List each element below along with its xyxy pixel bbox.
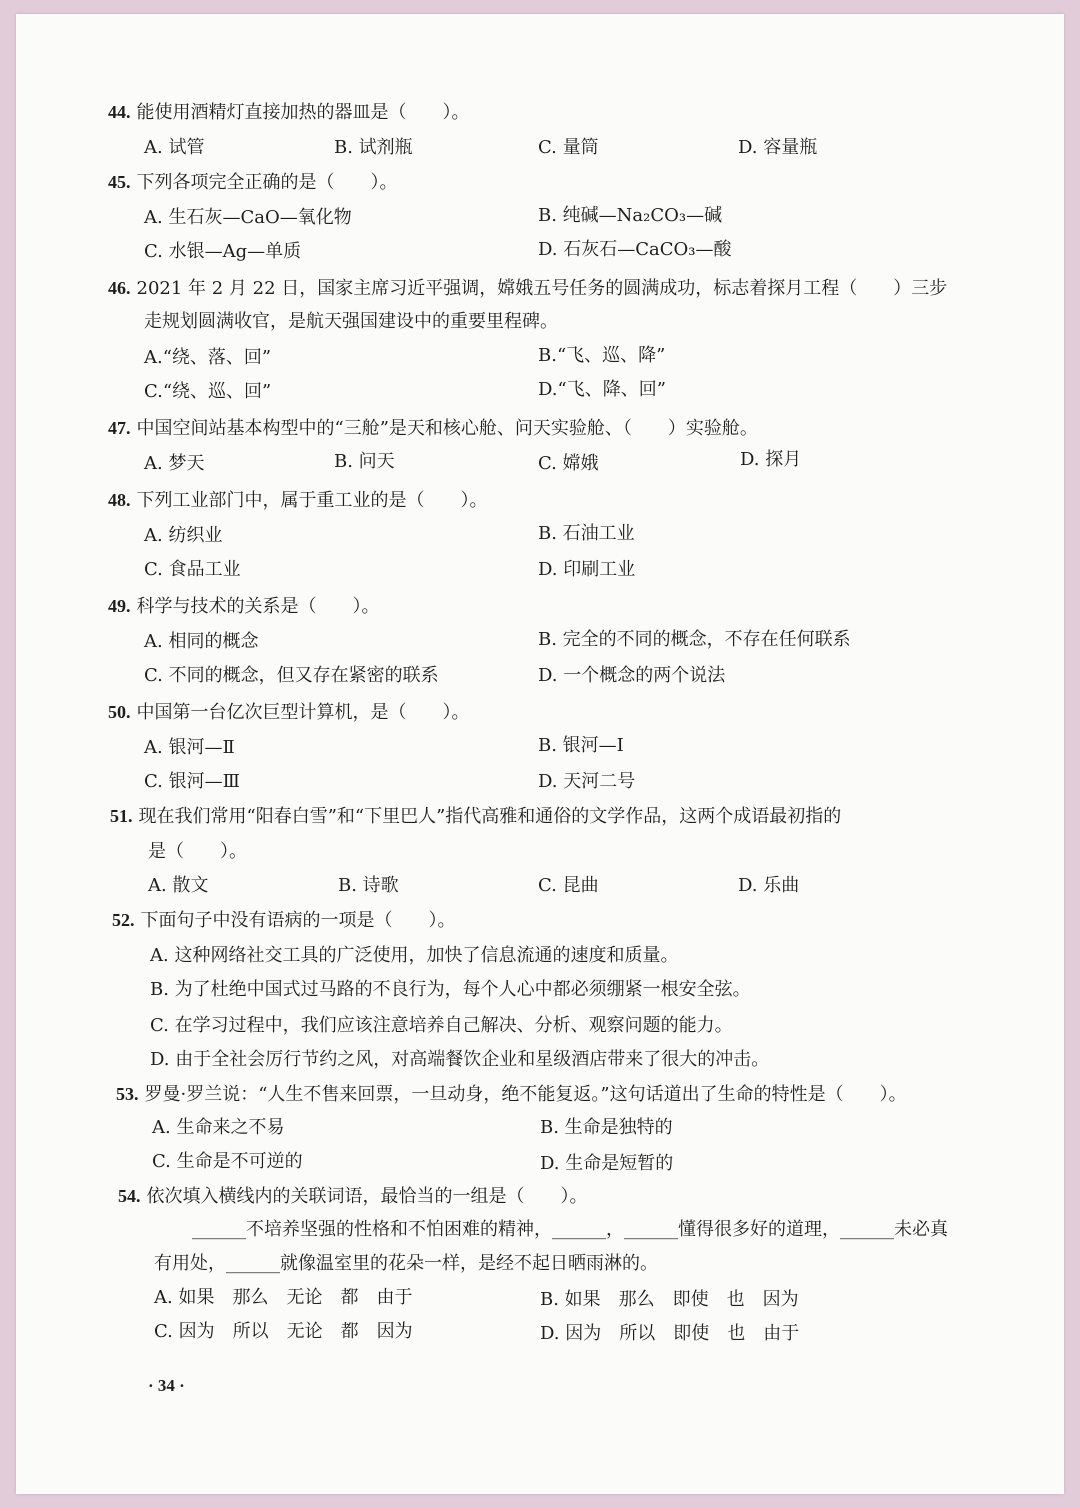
question-number: 53.	[116, 1084, 139, 1104]
option-c: C. 银河—Ⅲ	[144, 771, 240, 792]
option-b: B. 试剂瓶	[334, 137, 413, 158]
question-stem-cont: 走规划圆满收官，是航天强国建设中的重要里程碑。	[144, 311, 558, 332]
question-51	[110, 804, 841, 829]
option-a: A. 相同的概念	[144, 631, 259, 652]
question-stem-cont: 是（ ）。	[148, 841, 247, 862]
option-b: B. 问天	[334, 451, 395, 472]
question-stem-cont: 有用处，______就像温室里的花朵一样，是经不起日晒雨淋的。	[154, 1253, 658, 1274]
option-c: C. 在学习过程中，我们应该注意培养自己解决、分析、观察问题的能力。	[150, 1015, 733, 1036]
option-d: D.“飞、降、回”	[538, 379, 666, 400]
question-53	[116, 1082, 907, 1107]
option-b: B. 为了杜绝中国式过马路的不良行为，每个人心中都必须绷紧一根安全弦。	[150, 979, 751, 1000]
question-stem: 下列各项完全正确的是（ ）。	[136, 172, 398, 193]
option-b: B. 生命是独特的	[540, 1117, 673, 1138]
question-stem: 下面句子中没有语病的一项是（ ）。	[140, 910, 456, 931]
question-number: 49.	[108, 596, 131, 616]
question-49	[108, 594, 380, 619]
option-d: D. 石灰石—CaCO₃—酸	[538, 239, 732, 260]
option-b: B. 完全的不同的概念，不存在任何联系	[538, 629, 851, 650]
option-a: A. 银河—Ⅱ	[144, 737, 235, 758]
option-a: A. 生命来之不易	[152, 1117, 285, 1138]
question-54	[118, 1184, 588, 1209]
question-number: 50.	[108, 702, 131, 722]
question-number: 54.	[118, 1186, 141, 1206]
question-stem: 中国第一台亿次巨型计算机，是（ ）。	[136, 702, 470, 723]
option-c: C. 量筒	[538, 137, 599, 158]
option-b: B. 诗歌	[338, 875, 399, 896]
option-d: D. 天河二号	[538, 771, 636, 792]
option-a: A.“绕、落、回”	[144, 347, 272, 368]
option-c: C. 昆曲	[538, 875, 599, 896]
option-c: C.“绕、巡、回”	[144, 381, 272, 402]
option-a: A. 梦天	[144, 453, 205, 474]
option-b: B.“飞、巡、降”	[538, 345, 666, 366]
option-c: C. 因为 所以 无论 都 因为	[154, 1321, 413, 1342]
option-c: C. 生命是不可逆的	[152, 1151, 303, 1172]
question-stem: 罗曼·罗兰说：“人生不售来回票，一旦动身，绝不能复返。”这句话道出了生命的特性是（ ）。	[144, 1084, 907, 1105]
question-stem: 2021 年 2 月 22 日，国家主席习近平强调，嫦娥五号任务的圆满成功，标志着探月工程（ ）三步	[136, 278, 948, 299]
option-d: D. 一个概念的两个说法	[538, 665, 726, 686]
question-number: 45.	[108, 172, 131, 192]
option-a: A. 如果 那么 无论 都 由于	[154, 1287, 413, 1308]
question-50	[108, 700, 470, 725]
question-number: 46.	[108, 278, 131, 298]
question-stem: 下列工业部门中，属于重工业的是（ ）。	[136, 490, 488, 511]
option-c: C. 食品工业	[144, 559, 241, 580]
option-b: B. 如果 那么 即使 也 因为	[540, 1289, 799, 1310]
exam-page	[16, 14, 1064, 1494]
option-d: D. 容量瓶	[738, 137, 818, 158]
option-a: A. 生石灰—CaO—氧化物	[144, 207, 352, 228]
question-number: 52.	[112, 910, 135, 930]
question-stem: 现在我们常用“阳春白雪”和“下里巴人”指代高雅和通俗的文学作品，这两个成语最初指的	[138, 806, 842, 827]
question-52	[112, 908, 456, 933]
question-46	[108, 276, 947, 301]
question-number: 47.	[108, 418, 131, 438]
option-b: B. 纯碱—Na₂CO₃—碱	[538, 205, 723, 226]
option-d: D. 生命是短暂的	[540, 1153, 674, 1174]
option-d: D. 乐曲	[738, 875, 800, 896]
option-c: C. 嫦娥	[538, 453, 599, 474]
question-stem: 能使用酒精灯直接加热的器皿是（ ）。	[136, 102, 470, 123]
option-d: D. 由于全社会厉行节约之风，对高端餐饮企业和星级酒店带来了很大的冲击。	[150, 1049, 770, 1070]
question-stem: 依次填入横线内的关联词语，最恰当的一组是（ ）。	[146, 1186, 588, 1207]
option-a: A. 这种网络社交工具的广泛使用，加快了信息流通的速度和质量。	[150, 945, 679, 966]
option-c: C. 不同的概念，但又存在紧密的联系	[144, 665, 439, 686]
question-48	[108, 488, 488, 513]
question-44	[108, 100, 470, 125]
question-stem: 中国空间站基本构型中的“三舱”是天和核心舱、问天实验舱、（ ）实验舱。	[136, 418, 758, 439]
option-a: A. 散文	[148, 875, 209, 896]
option-b: B. 石油工业	[538, 523, 635, 544]
option-d: D. 印刷工业	[538, 559, 636, 580]
option-a: A. 试管	[144, 137, 205, 158]
option-c: C. 水银—Ag—单质	[144, 241, 302, 262]
option-a: A. 纺织业	[144, 525, 223, 546]
question-47	[108, 416, 758, 441]
option-b: B. 银河—Ⅰ	[538, 735, 624, 756]
page-number: · 34 ·	[148, 1376, 185, 1395]
question-number: 48.	[108, 490, 131, 510]
option-d: D. 因为 所以 即使 也 由于	[540, 1323, 800, 1344]
question-number: 44.	[108, 102, 131, 122]
option-d: D. 探月	[740, 449, 802, 470]
question-stem-cont: ______不培养坚强的性格和不怕困难的精神，______，______懂得很多好的道理，______未必真	[192, 1219, 948, 1240]
question-45	[108, 170, 398, 195]
question-stem: 科学与技术的关系是（ ）。	[136, 596, 380, 617]
question-number: 51.	[110, 806, 133, 826]
